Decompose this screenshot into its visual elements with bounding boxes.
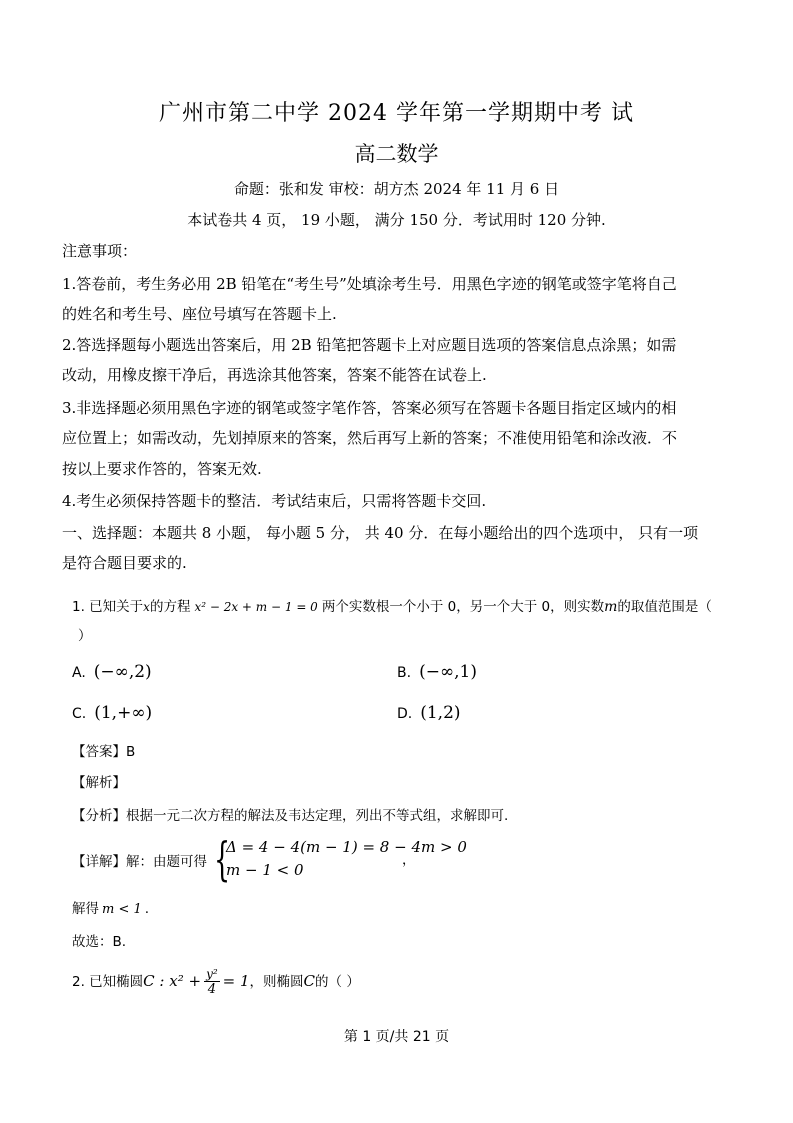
- question-1-var-m: m: [604, 599, 618, 615]
- solve-expression: m < 1: [102, 902, 142, 917]
- question-1-stem: [72, 595, 712, 615]
- option-c-label: C.: [72, 706, 87, 722]
- question-2-stem: [72, 967, 360, 997]
- question-1-detail-prefix: 【详解】解：由题可得: [72, 854, 207, 870]
- question-1-solve: [72, 897, 149, 917]
- exam-meta: 命题：张和发 审校：胡方杰 2024 年 11 月 6 日: [233, 180, 560, 198]
- fraction-numerator: y²: [206, 967, 218, 981]
- question-1-stem-d: 的取值范围是（: [617, 599, 712, 615]
- question-1-choose: 故选：B.: [72, 934, 127, 950]
- notice-item-4-line-1: 4.考生必须保持答题卡的整洁．考试结束后，只需将答题卡交回.: [62, 492, 487, 510]
- exam-subtitle: 高二数学: [354, 142, 439, 166]
- question-1-analysis-tag: 【解析】: [72, 775, 126, 791]
- question-1-option-c[interactable]: [72, 703, 152, 723]
- notice-item-2-line-2: 改动，用橡皮擦干净后，再选涂其他答案，答案不能答在试卷上.: [62, 366, 487, 384]
- page-footer: 第 1 页/共 21 页: [343, 1029, 450, 1045]
- notice-item-3-line-1: 3.非选择题必须用黑色字迹的钢笔或签字笔作答，答案必须写在答题卡各题目指定区域内的相: [62, 399, 677, 417]
- option-d-value: (1,2): [420, 703, 461, 723]
- question-1-equation: x² − 2x + m − 1 = 0: [194, 600, 318, 614]
- solve-suffix: .: [144, 901, 150, 917]
- notice-item-2-line-1: 2.答选择题每小题选出答案后，用 2B 铅笔把答题卡上对应题目选项的答案信息点涂黑；如需: [62, 336, 677, 354]
- system-brace: {: [214, 832, 231, 886]
- exam-title: 广州市第二中学 2024 学年第一学期期中考 试: [159, 101, 634, 126]
- question-1-option-d[interactable]: [397, 703, 461, 723]
- notice-item-1-line-2: 的姓名和考生号、座位号填写在答题卡上.: [62, 305, 337, 323]
- ellipse-fraction: [204, 967, 220, 997]
- option-b-value: (−∞,1): [419, 662, 477, 682]
- option-a-value: (−∞,2): [93, 662, 152, 682]
- question-2-stem-b: ，则椭圆: [249, 974, 304, 990]
- section-1-heading-line-2: 是符合题目要求的.: [62, 554, 187, 572]
- question-2-var-c: C: [303, 972, 316, 990]
- ellipse-lhs: C : x² +: [143, 972, 202, 990]
- question-1-answer: 【答案】B: [72, 744, 136, 760]
- option-d-label: D.: [397, 706, 413, 722]
- question-1-stem-a: 1. 已知关于: [72, 599, 144, 615]
- option-a-label: A.: [72, 665, 86, 681]
- question-1-var-x: x: [143, 600, 150, 614]
- fraction-denominator: 4: [207, 982, 216, 997]
- question-2-stem-a: 2. 已知椭圆: [72, 974, 144, 990]
- question-1-option-a[interactable]: [72, 662, 152, 682]
- question-1-stem-b: 的方程: [149, 599, 191, 615]
- question-1-option-b[interactable]: [397, 662, 477, 682]
- notice-heading: 注意事项：: [62, 242, 138, 260]
- solve-prefix: 解得: [72, 901, 99, 917]
- notice-item-1-line-1: 1.答卷前，考生务必用 2B 铅笔在“考生号”处填涂考生号．用黑色字迹的钢笔或签字笔将自己: [62, 275, 677, 293]
- option-c-value: (1,+∞): [94, 703, 153, 723]
- question-1-stem-c: 两个实数根一个小于 0，另一个大于 0，则实数: [321, 599, 605, 615]
- question-1-stem-close: ）: [78, 628, 92, 644]
- option-b-label: B.: [397, 665, 412, 681]
- question-1-analysis: 【分析】根据一元二次方程的解法及韦达定理，列出不等式组，求解即可.: [72, 808, 509, 824]
- question-2-stem-c: 的（ ）: [315, 974, 360, 990]
- system-line-2: m − 1 < 0: [226, 861, 304, 879]
- notice-item-3-line-2: 应位置上；如需改动，先划掉原来的答案，然后再写上新的答案；不准使用铅笔和涂改液．不: [62, 429, 678, 447]
- notice-item-3-line-3: 按以上要求作答的，答案无效.: [62, 460, 262, 478]
- ellipse-rhs: = 1: [222, 972, 250, 990]
- system-suffix: ，: [402, 852, 416, 868]
- system-line-1: Δ = 4 − 4(m − 1) = 8 − 4m > 0: [226, 838, 467, 856]
- section-1-heading-line-1: 一、选择题：本题共 8 小题， 每小题 5 分， 共 40 分．在每小题给出的四个选项中， 只有一项: [62, 524, 699, 542]
- exam-info: 本试卷共 4 页， 19 小题， 满分 150 分．考试用时 120 分钟.: [187, 211, 606, 229]
